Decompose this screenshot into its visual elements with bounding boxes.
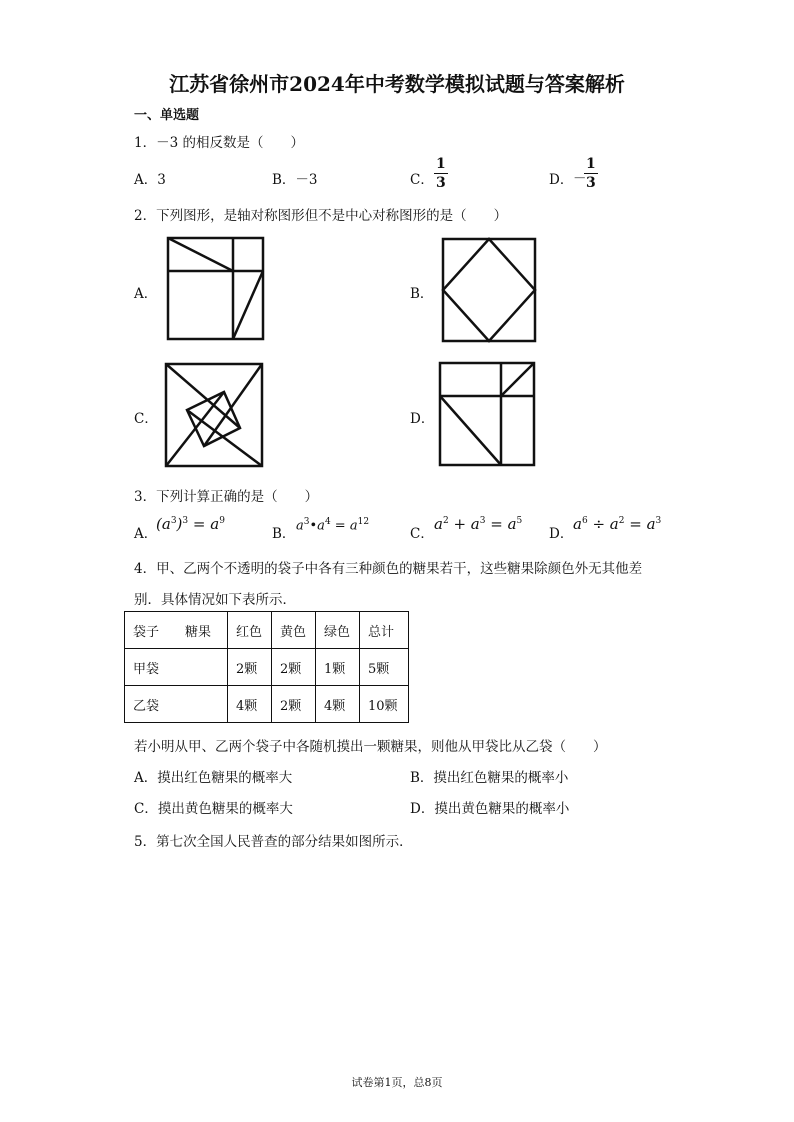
q1-d-sign: － — [573, 171, 587, 187]
q2-option-b-label: B． — [410, 286, 434, 302]
candy-table — [124, 611, 409, 723]
q4-option-c: C．摸出黄色糖果的概率大 — [134, 801, 293, 817]
q1-option-d-fraction — [584, 157, 598, 190]
question-4-stem-line2: 别．具体情况如下表所示． — [134, 592, 296, 608]
question-5-stem: 5．第七次全国人民普查的部分结果如图所示． — [134, 834, 413, 850]
q1-option-b-value: －3 — [295, 172, 318, 188]
q3-option-c-formula: $a^2 + a^3 = a^5$ — [434, 515, 523, 533]
q3-option-a-label: A． — [134, 526, 158, 542]
page-title: 江苏省徐州市2024年中考数学模拟试题与答案解析 — [169, 72, 625, 96]
q3-option-b-formula: $a^3•a^4 = a^{12}$ — [296, 517, 370, 534]
q2-option-a-label: A． — [134, 286, 158, 302]
table-header-cell: 袋子 糖果 — [125, 612, 228, 649]
q1-option-a — [134, 168, 166, 188]
q2-figure-a — [166, 236, 266, 342]
table-cell: 1颗 — [316, 649, 360, 686]
q4-option-a: A．摸出红色糖果的概率大 — [134, 770, 293, 786]
table-cell: 10颗 — [360, 686, 409, 723]
q1-option-b-label: B． — [272, 172, 296, 188]
q3-option-d-formula: $a^6 \div a^2 = a^3$ — [573, 515, 662, 533]
q3-option-d-label: D． — [549, 526, 574, 542]
page-footer: 试卷第1页，总8页 — [351, 1076, 443, 1089]
q2-figure-c — [164, 362, 264, 468]
table-header-cell: 红色 — [228, 612, 272, 649]
q2-option-c-label: C． — [134, 411, 158, 427]
q1-option-c-label: C． — [410, 172, 434, 188]
q1-c-numerator: 1 — [436, 156, 446, 172]
q4-option-d: D．摸出黄色糖果的概率小 — [410, 801, 570, 817]
table-cell: 甲袋 — [125, 649, 228, 686]
q2-option-d-label: D． — [410, 411, 435, 427]
table-cell: 4颗 — [228, 686, 272, 723]
q1-option-a-value: 3 — [157, 172, 166, 188]
table-cell: 2颗 — [272, 649, 316, 686]
section-heading: 一、单选题 — [134, 108, 200, 123]
q1-d-denominator: 3 — [586, 175, 596, 191]
q1-c-denominator: 3 — [436, 175, 446, 191]
table-header-cell: 总计 — [360, 612, 409, 649]
question-2-stem: 2．下列图形，是轴对称图形但不是中心对称图形的是（ ） — [134, 208, 508, 224]
question-3-stem: 3．下列计算正确的是（ ） — [134, 489, 319, 505]
table-header-row — [125, 612, 409, 649]
fraction-bar — [434, 173, 448, 174]
fraction-bar — [584, 173, 598, 174]
q1-d-numerator: 1 — [586, 156, 596, 172]
q4-option-b: B．摸出红色糖果的概率小 — [410, 770, 569, 786]
table-cell: 2颗 — [228, 649, 272, 686]
q1-option-a-label: A． — [134, 172, 158, 188]
table-row — [125, 686, 409, 723]
q3-option-a-formula: $(a^3)^3 = a^9$ — [156, 515, 225, 533]
table-header-cell: 黄色 — [272, 612, 316, 649]
question-4-stem-line1: 4．甲、乙两个不透明的袋子中各有三种颜色的糖果若干，这些糖果除颜色外无其他差 — [134, 561, 643, 577]
q1-option-d-label: D． — [549, 172, 574, 188]
question-1-stem: 1．－3 的相反数是（ ） — [134, 135, 304, 151]
table-cell: 4颗 — [316, 686, 360, 723]
table-cell: 2颗 — [272, 686, 316, 723]
q2-figure-d — [438, 361, 536, 467]
question-4-followup: 若小明从甲、乙两个袋子中各随机摸出一颗糖果，则他从甲袋比从乙袋（ ） — [134, 739, 607, 755]
q2-figure-b — [441, 237, 537, 343]
table-cell: 乙袋 — [125, 686, 228, 723]
table-row — [125, 649, 409, 686]
q1-option-b — [272, 168, 318, 188]
table-header-cell: 绿色 — [316, 612, 360, 649]
table-cell: 5颗 — [360, 649, 409, 686]
q3-option-b-label: B． — [272, 526, 296, 542]
q1-option-c-fraction — [434, 157, 448, 190]
q3-option-c-label: C． — [410, 526, 434, 542]
